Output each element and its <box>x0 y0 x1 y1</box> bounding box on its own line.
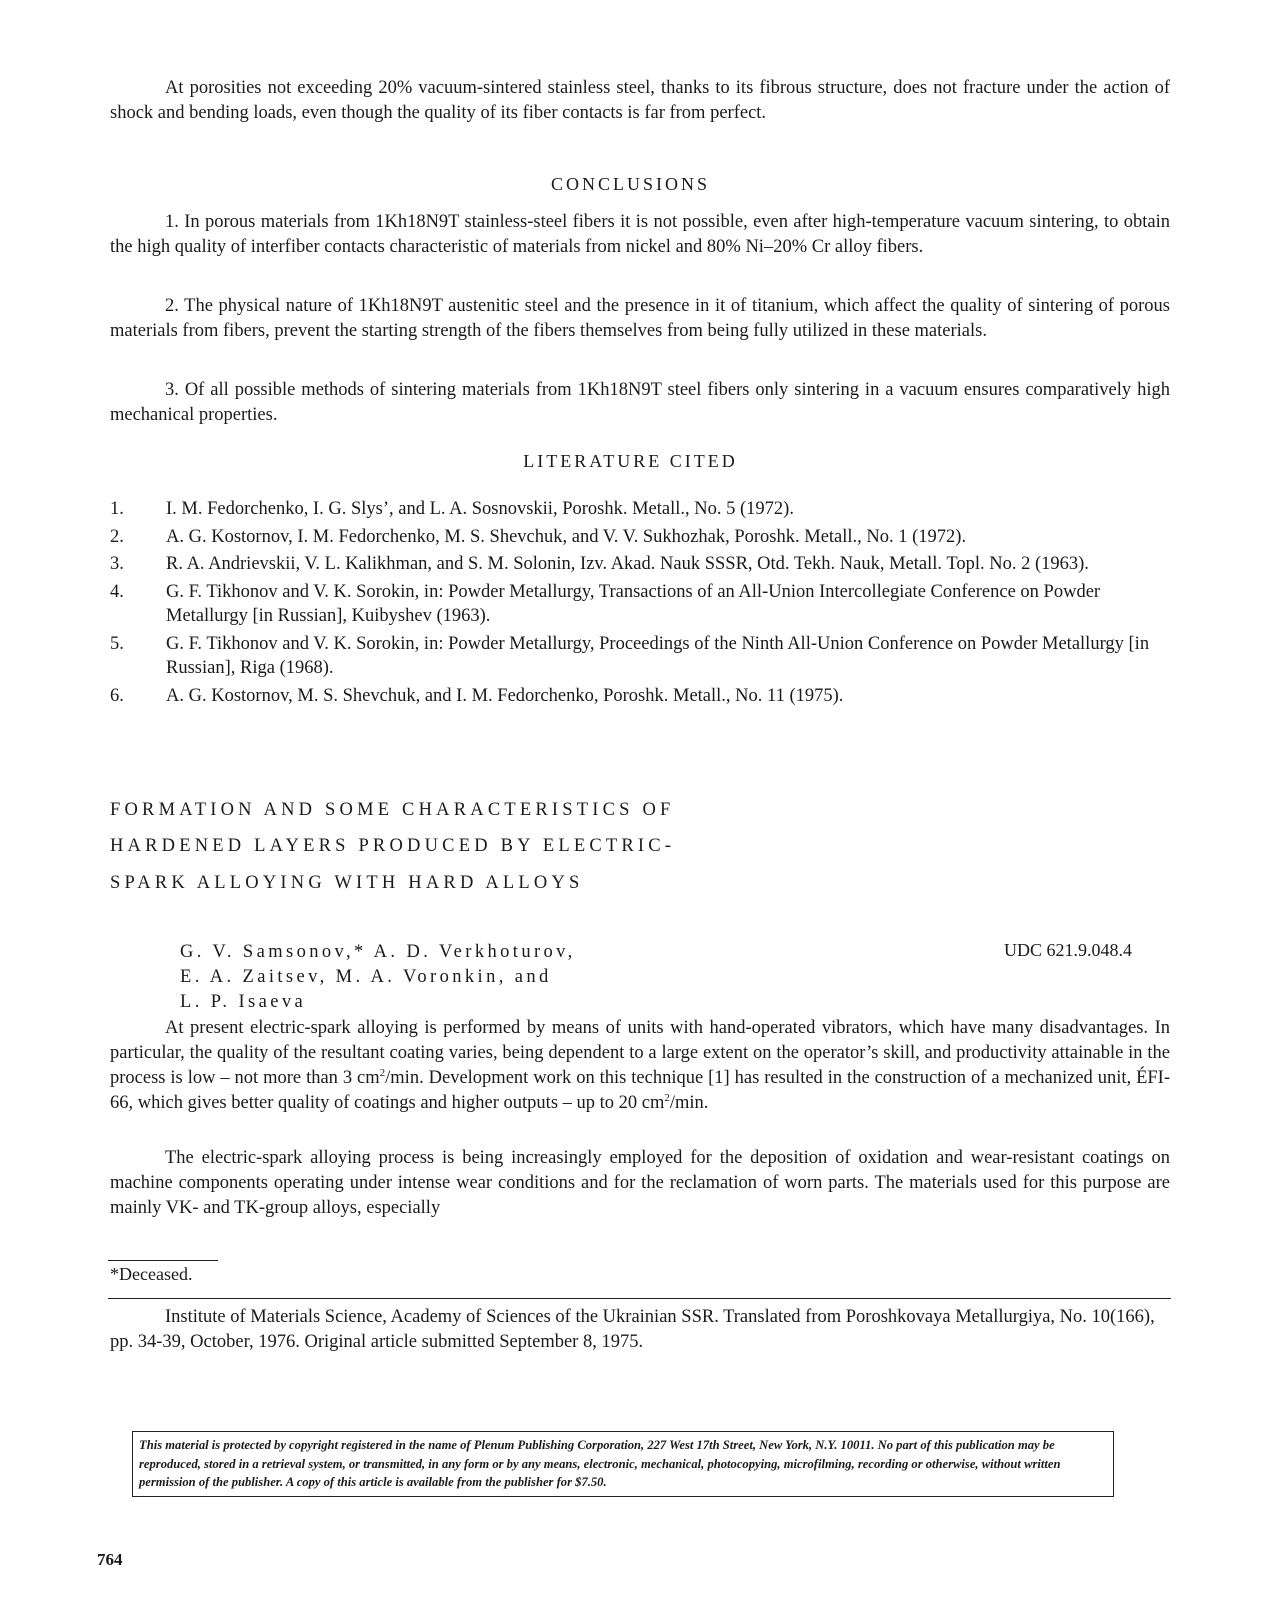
reference-item <box>110 684 1170 709</box>
article-paragraph-1 <box>110 1016 1170 1116</box>
reference-text: R. A. Andrievskii, V. L. Kalikhman, and S. M. Solonin, Izv. Akad. Nauk SSSR, Otd. Tekh. Nauk, Metall. Topl. No. 2 (1963). <box>166 554 1089 574</box>
reference-text: A. G. Kostornov, M. S. Shevchuk, and I. M. Fedorchenko, Poroshk. Metall., No. 11 (1975). <box>166 685 844 706</box>
udc-code: UDC 621.9.048.4 <box>1004 940 1133 960</box>
reference-number: 4. <box>110 581 124 602</box>
paragraph-text: /min. <box>669 1093 709 1113</box>
reference-text: G. F. Tikhonov and V. K. Sorokin, in: Powder Metallurgy, Proceedings of the Ninth All-Union Conference on Powder Metallurgy [in Russian], Riga (1968). <box>166 633 1150 678</box>
paragraph-text: /min. Development work on this technique [1] has resulted in the construction of a mechanized unit, ÉFI-66, which gives better quality of coatings and higher outputs – up to 20 cm <box>110 1068 1170 1113</box>
superscript: 2 <box>664 1091 670 1104</box>
author-list <box>180 940 576 1015</box>
reference-number: 3. <box>110 554 124 574</box>
reference-item <box>110 632 1170 681</box>
reference-text: A. G. Kostornov, I. M. Fedorchenko, M. S. Shevchuk, and V. V. Sukhozhak, Poroshk. Metall., No. 1 (1972). <box>166 526 967 547</box>
conclusion-item-2: 2. The physical nature of 1Kh18N9T austenitic steel and the presence in it of titanium, which affect the quality of sintering of porous materials from fibers, prevent the starting strength of the fibers themselves from being fully utilized in these materials. <box>110 296 1170 341</box>
reference-item <box>110 580 1170 629</box>
footnote-divider <box>108 1260 218 1261</box>
affiliation-divider <box>108 1298 1171 1299</box>
superscript: 2 <box>379 1066 386 1079</box>
reference-item <box>110 525 1170 550</box>
reference-number: 2. <box>110 526 124 547</box>
reference-number: 5. <box>110 633 124 654</box>
article-title-line-3: SPARK ALLOYING WITH HARD ALLOYS <box>110 873 584 893</box>
literature-heading: LITERATURE CITED <box>523 451 738 471</box>
affiliation-note: Institute of Materials Science, Academy of Sciences of the Ukrainian SSR. Translated from Poroshkovaya Metallurgiya, No. 10(166), pp. 34-39, October, 1976. Original article submitted September 8, 1975. <box>110 1307 1155 1352</box>
author-line-2: E. A. Zaitsev, M. A. Voronkin, and <box>180 967 552 987</box>
reference-text: I. M. Fedorchenko, I. G. Slys’, and L. A. Sosnovskii, Poroshk. Metall., No. 5 (1972). <box>166 499 794 519</box>
article-title-line-2: HARDENED LAYERS PRODUCED BY ELECTRIC- <box>110 836 676 856</box>
conclusion-item-1: 1. In porous materials from 1Kh18N9T stainless-steel fibers it is not possible, even after high-temperature vacuum sintering, to obtain the high quality of interfiber contacts characteristic of materials from nickel and 80% Ni–20% Cr alloy fibers. <box>110 212 1170 257</box>
intro-paragraph: At porosities not exceeding 20% vacuum-sintered stainless steel, thanks to its fibrous structure, does not fracture under the action of shock and bending loads, even though the quality of its fiber contacts is far from perfect. <box>110 78 1170 123</box>
author-line-1: G. V. Samsonov,* A. D. Verkhoturov, <box>180 942 576 962</box>
reference-number: 1. <box>110 499 124 519</box>
author-line-3: L. P. Isaeva <box>180 992 307 1012</box>
page-number: 764 <box>97 1550 123 1569</box>
footnote: *Deceased. <box>110 1264 193 1284</box>
article-paragraph-2: The electric-spark alloying process is being increasingly employed for the deposition of oxidation and wear-resistant coatings on machine components operating under intense wear conditions and for the reclamation of worn parts. The materials used for this purpose are mainly VK- and TK-group alloys, especially <box>110 1148 1170 1218</box>
copyright-box: This material is protected by copyright registered in the name of Plenum Publishing Corporation, 227 West 17th Street, New York, N.Y. 10011. No part of this publication may be reproduced, stored in a retrieval system, or transmitted, in any form or by any means, electronic, mechanical, photocopying, microfilming, recording or otherwise, without written permission of the publisher. A copy of this article is available from the publisher for $7.50. <box>132 1431 1114 1497</box>
conclusion-item-3: 3. Of all possible methods of sintering materials from 1Kh18N9T steel fibers only sintering in a vacuum ensures comparatively high mechanical properties. <box>110 380 1170 425</box>
reference-list <box>110 497 1170 711</box>
paragraph-text: At present electric-spark alloying is performed by means of units with hand-operated vibrators, which have many disadvantages. In particular, the quality of the resultant coating varies, being dependent to a large extent on the operator’s skill, and productivity attainable in the process is low – not more than 3 cm <box>110 1018 1170 1088</box>
article-title-line-1: FORMATION AND SOME CHARACTERISTICS OF <box>110 800 675 820</box>
reference-number: 6. <box>110 685 124 706</box>
reference-item <box>110 552 1170 577</box>
reference-text: G. F. Tikhonov and V. K. Sorokin, in: Powder Metallurgy, Transactions of an All-Union Intercollegiate Conference on Powder Metallurgy [in Russian], Kuibyshev (1963). <box>166 581 1101 626</box>
reference-item <box>110 497 1170 522</box>
conclusions-heading: CONCLUSIONS <box>550 174 711 194</box>
